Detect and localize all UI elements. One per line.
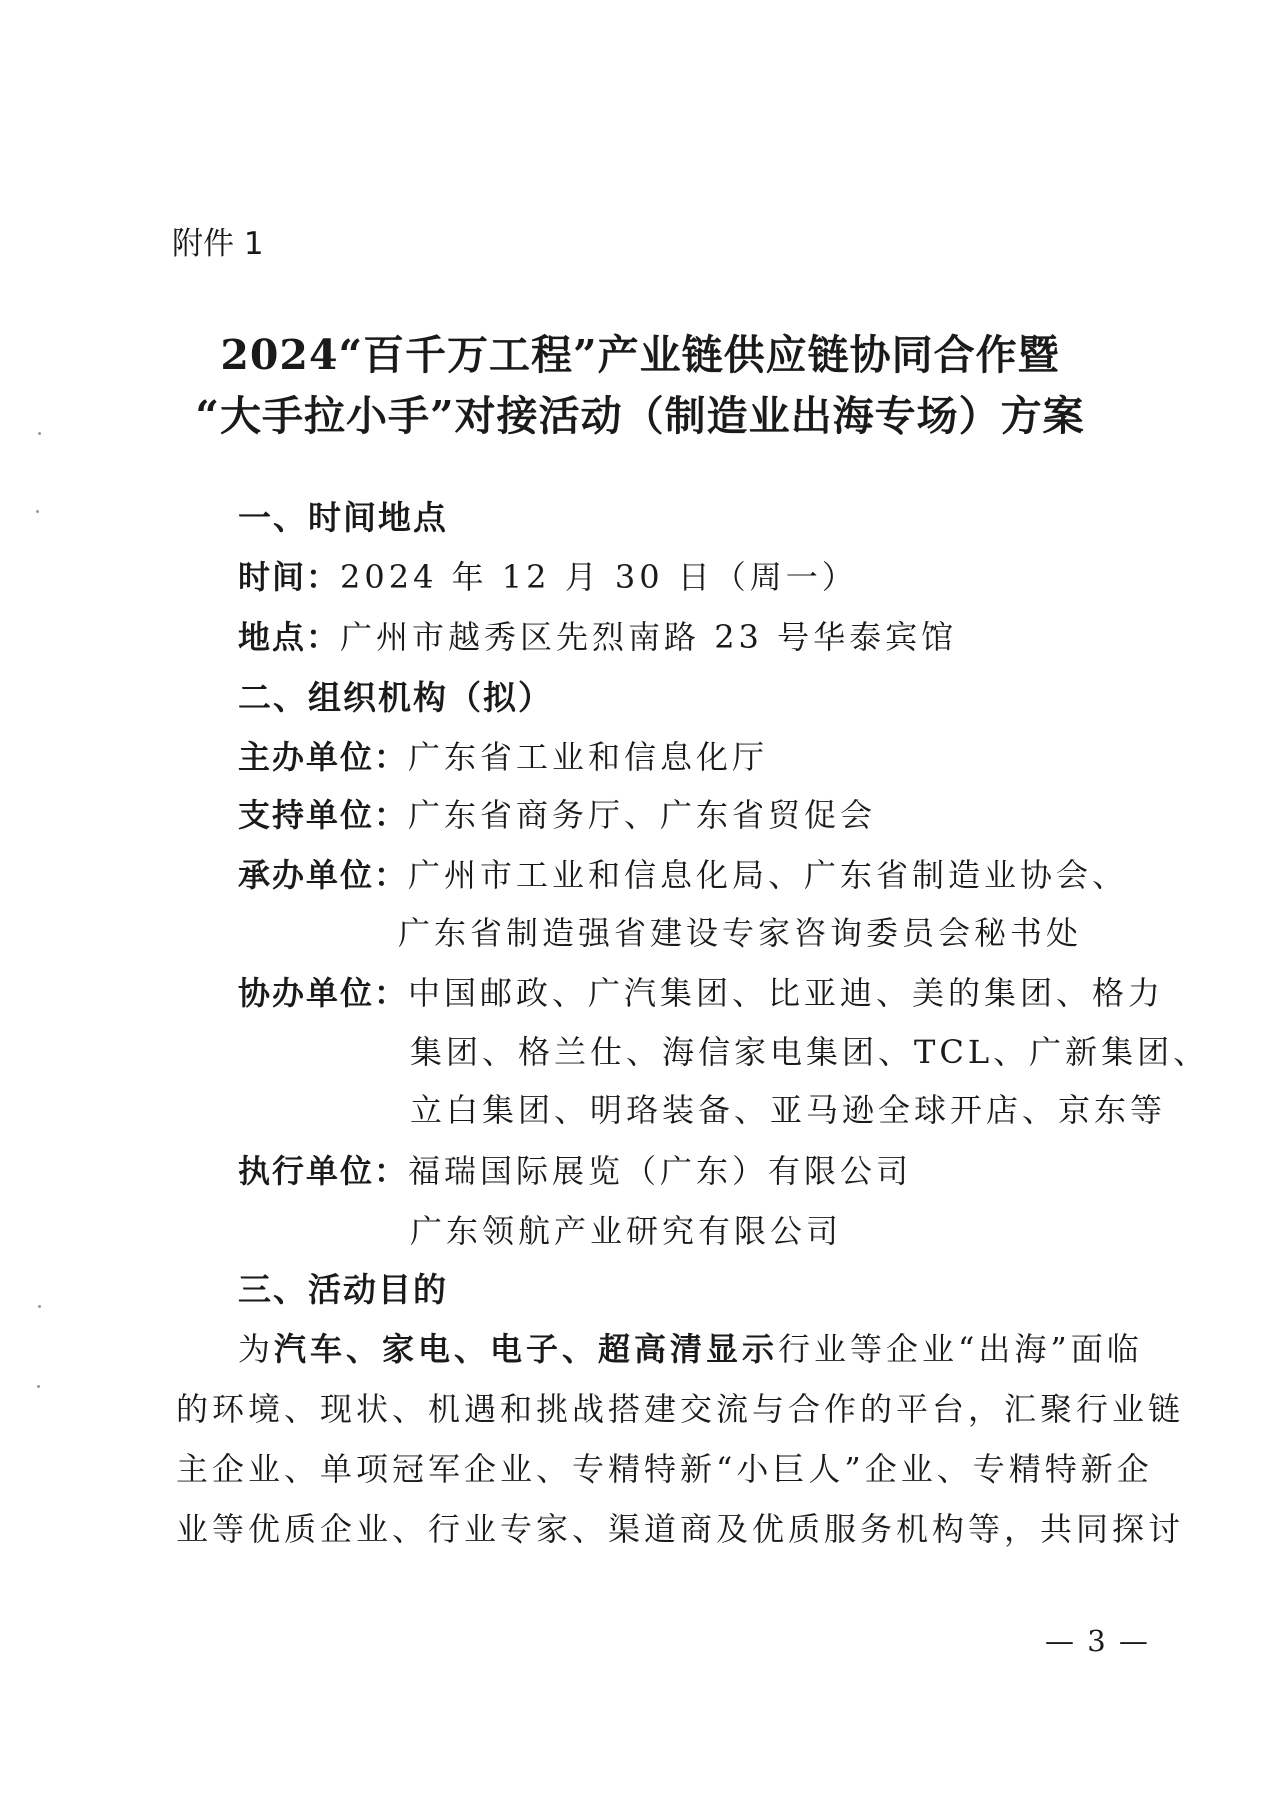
place-label: 地点： <box>238 618 341 656</box>
support-label: 支持单位： <box>238 796 409 834</box>
document-title-line-2: “大手拉小手”对接活动（制造业出海专场）方案 <box>195 392 1085 440</box>
purpose-paragraph-line-4: 业等优质企业、行业专家、渠道商及优质服务机构等，共同探讨 <box>176 1510 1185 1548</box>
scan-speck <box>38 1305 41 1308</box>
host-row <box>238 732 768 778</box>
executor-value-line-1: 福瑞国际展览（广东）有限公司 <box>408 1152 913 1190</box>
support-row <box>238 790 876 836</box>
purpose-paragraph-line-3: 主企业、单项冠军企业、专精特新“小巨人”企业、专精特新企 <box>176 1450 1153 1488</box>
host-label: 主办单位： <box>238 738 409 776</box>
organizer-value-line-2: 广东省制造强省建设专家咨询委员会秘书处 <box>398 914 1083 952</box>
document-title-line-1: 2024“百千万工程”产业链供应链协同合作暨 <box>220 331 1060 379</box>
executor-row <box>238 1146 912 1192</box>
executor-value-line-2: 广东领航产业研究有限公司 <box>410 1212 843 1250</box>
place-value: 广州市越秀区先烈南路 23 号华泰宾馆 <box>340 618 958 656</box>
purpose-line-1-rest: 行业等企业“出海”面临 <box>778 1330 1143 1368</box>
coorganizer-value-line-1: 中国邮政、广汽集团、比亚迪、美的集团、格力 <box>408 974 1165 1012</box>
page-number: — 3 — <box>1045 1624 1150 1658</box>
coorganizer-label: 协办单位： <box>238 974 409 1012</box>
support-value: 广东省商务厅、广东省贸促会 <box>408 796 877 834</box>
section-heading-organization: 二、组织机构（拟） <box>238 678 553 717</box>
scan-speck <box>37 1385 40 1388</box>
purpose-highlight: 汽车、家电、电子、超高清显示 <box>274 1330 779 1368</box>
executor-label: 执行单位： <box>238 1152 409 1190</box>
scan-speck <box>36 510 39 513</box>
place-row <box>238 612 957 658</box>
purpose-prefix: 为 <box>238 1330 275 1368</box>
time-value: 2024 年 12 月 30 日（周一） <box>340 558 858 596</box>
organizer-label: 承办单位： <box>238 856 409 894</box>
host-value: 广东省工业和信息化厅 <box>408 738 769 776</box>
section-heading-purpose: 三、活动目的 <box>238 1270 448 1309</box>
purpose-paragraph-line-2: 的环境、现状、机遇和挑战搭建交流与合作的平台，汇聚行业链 <box>176 1390 1185 1428</box>
coorganizer-value-line-2: 集团、格兰仕、海信家电集团、TCL、广新集团、 <box>410 1033 1210 1071</box>
purpose-paragraph-line-1 <box>238 1324 1143 1370</box>
time-label: 时间： <box>238 558 341 596</box>
attachment-label: 附件 1 <box>172 226 264 262</box>
organizer-value-line-1: 广州市工业和信息化局、广东省制造业协会、 <box>408 856 1129 894</box>
section-heading-time-place: 一、时间地点 <box>238 498 448 537</box>
organizer-row <box>238 850 1128 896</box>
coorganizer-value-line-3: 立白集团、明珞装备、亚马逊全球开店、京东等 <box>410 1091 1167 1129</box>
time-row <box>238 552 858 598</box>
coorganizer-row <box>238 968 1164 1014</box>
